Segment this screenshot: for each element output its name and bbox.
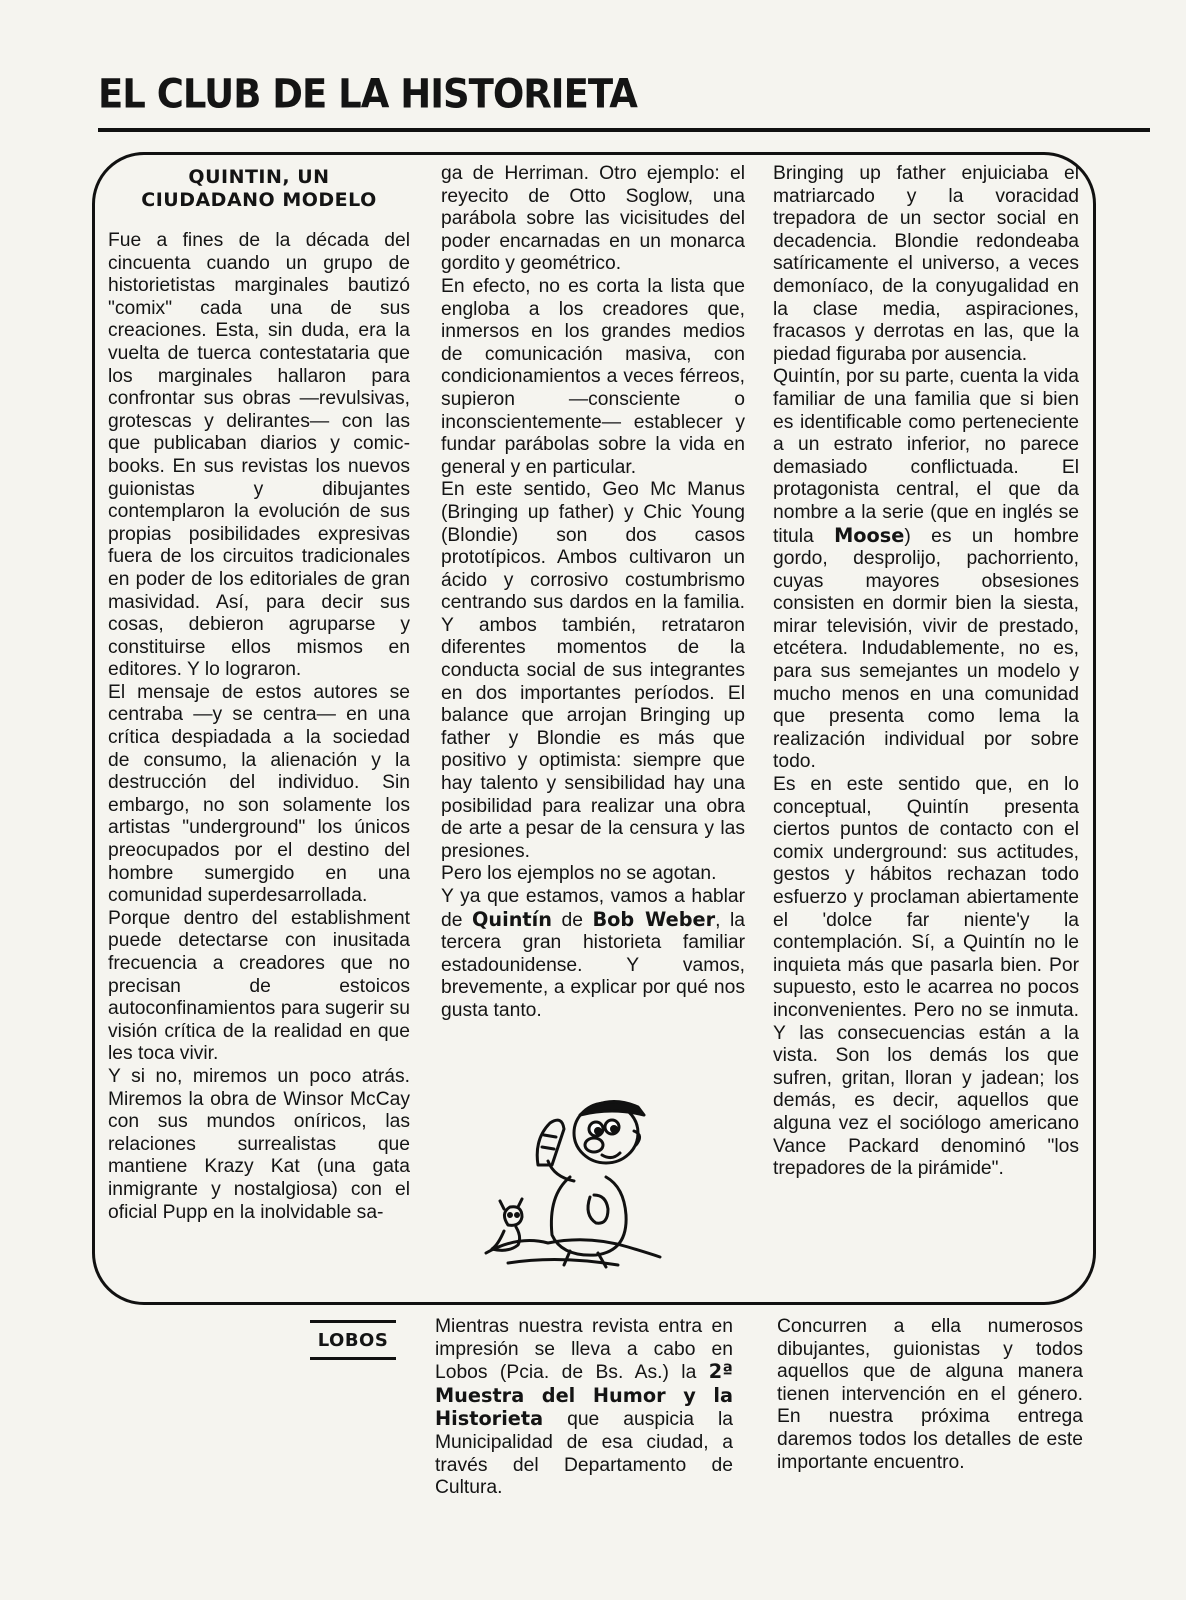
- paragraph: [441, 886, 745, 1023]
- divider: [310, 1357, 396, 1360]
- paragraph: [773, 366, 1079, 774]
- masthead-rule: [98, 128, 1150, 132]
- text-run: de: [551, 909, 593, 931]
- text-run: Y ya que estamos, vamos a hablar de: [441, 886, 745, 931]
- paragraph: Concurren a ella numerosos dibujantes, guionistas y todos aquellos que de alguna manera tienen intervención en el género. En nuestra próxima entrega daremos todos los detalles de este importante encuentro.: [777, 1316, 1083, 1473]
- text-run: , la tercera gran historieta familiar estadounidense. Y vamos, brevemente, a explicar por qué nos gusta tanto.: [441, 909, 745, 1021]
- paragraph: Es en este sentido que, en lo conceptual, Quintín presenta ciertos puntos de contacto con el comix underground: sus actitudes, gestos y hábitos rechazan todo esfuerzo y proclaman abiertamente el 'dolce far niente'y la contemplación. Sí, a Quintín no le inquieta más que pasarla bien. Por supuesto, esto le acarrea no pocos inconvenientes. Pero no se inmuta. Y las consecuencias están a la vista. Son los demás los que sufren, gritan, lloran y jadean; los demás, es decir, aquellos que alguna vez el sociólogo americano Vance Packard denominó "los trepadores de la pirámide".: [773, 774, 1079, 1180]
- lobos-column-2: [777, 1316, 1083, 1474]
- text-run: Quintín, por su parte, cuenta la vida familiar de una familia que si bien es identificable como perteneciente a un estrato inferior, no parece demasiado conflictuada. El protagonista central, el que da nombre a la serie (que en inglés se titula: [773, 366, 1079, 547]
- article-column-1: [108, 230, 410, 1224]
- text-run: que auspicia la Municipalidad de esa ciudad, a través del Departamento de Cultura.: [435, 1409, 733, 1499]
- lobos-title: LOBOS: [317, 1330, 389, 1351]
- paragraph: Bringing up father enjuiciaba el matriarcado y la voracidad trepadora de un sector social en decadencia. Blondie redondeaba satíricamente el universo, a veces demoníaco, de la conyugalidad en la clase media, aspiraciones, fracasos y derrotas en las, que la piedad figuraba por ausencia.: [773, 163, 1079, 365]
- quintin-cartoon-illustration: [478, 1085, 668, 1275]
- lobos-sidebar-heading: [310, 1320, 396, 1360]
- paragraph: En efecto, no es corta la lista que engloba a los creadores que, inmersos en los grandes medios de comunicación masiva, con condicionamientos a veces férreos, supieron —consciente o inconscientemente— establecer y fundar parábolas sobre la vida en general y en particular.: [441, 275, 745, 478]
- text-run: Mientras nuestra revista entra en impresión se lleva a cabo en Lobos (Pcia. de Bs. As.) la: [435, 1316, 733, 1384]
- article-column-2: [441, 163, 745, 1023]
- paragraph: Fue a fines de la década del cincuenta cuando un grupo de historietistas marginales bautizó "comix" cada una de sus creaciones. Esta, sin duda, era la vuelta de tuerca contestataria que los marginales hallaron para confrontar sus obras —revulsivas, grotescas y delirantes— con las que publicaban diarios y comic-books. En sus revistas los nuevos guionistas y dibujantes contemplaron la evolución de sus propias posibilidades expresivas fuera de los circuitos tradicionales en poder de los editoriales de gran masividad. Así, para decir sus cosas, debieron agruparse y constituirse ellos mismos en editores. Y lo lograron.: [108, 230, 410, 681]
- paragraph: Y si no, miremos un poco atrás. Miremos la obra de Winsor McCay con sus mundos oníricos, las relaciones surrealistas que mantiene Krazy Kat (una gata inmigrante y nostalgiosa) con el oficial Pupp en la inolvidable sa-: [108, 1065, 410, 1223]
- paragraph: ga de Herriman. Otro ejemplo: el reyecito de Otto Soglow, una parábola sobre las vicisitudes del poder encarnadas en un monarca gordito y geométrico.: [441, 163, 745, 275]
- paragraph: El mensaje de estos autores se centraba —y se centra— en una crítica despiadada a la sociedad de consumo, la alienación y la destrucción del individuo. Sin embargo, no son solamente los artistas "underground" los únicos preocupados por el destino del hombre sumergido en una comunidad superdesarrollada.: [108, 681, 410, 907]
- paragraph: En este sentido, Geo Mc Manus (Bringing up father) y Chic Young (Blondie) son dos casos prototípicos. Ambos cultivaron un ácido y corrosivo costumbrismo centrando sus dardos en la familia. Y ambos también, retrataron diferentes momentos de la conducta social de sus integrantes en dos importantes períodos. El balance que arrojan Bringing up father y Blondie es más que positivo y optimista: siempre que hay talento y sensibilidad hay una posibilidad para realizar una obra de arte a pesar de la censura y las presiones.: [441, 479, 745, 862]
- article-column-3: [773, 163, 1079, 1181]
- comic-title: Moose: [834, 523, 905, 547]
- comic-title: Quintín: [471, 907, 552, 931]
- event-title: 2ª Muestra del Humor y la Historieta: [435, 1360, 733, 1431]
- masthead-title: EL CLUB DE LA HISTORIETA: [98, 70, 637, 118]
- article-headline: QUINTIN, UN CIUDADANO MODELO: [141, 166, 377, 211]
- text-run: ) es un hombre gordo, desprolijo, pachorriento, cuyas mayores obsesiones consisten en dormir bien la siesta, mirar televisión, vivir de prestado, etcétera. Indudablemente, no es, para sus semejantes un modelo y mucho menos en una comunidad que presenta como lema la realización individual por sobre todo.: [773, 525, 1079, 773]
- lobos-column-1: [435, 1316, 733, 1500]
- paragraph: Pero los ejemplos no se agotan.: [441, 863, 717, 885]
- author-name: Bob Weber: [592, 907, 716, 931]
- paragraph: Porque dentro del establishment puede detectarse con inusitada frecuencia a creadores que no precisan de estoicos autoconfinamientos para sugerir su visión crítica de la realidad en que les toca vivir.: [108, 907, 410, 1065]
- paragraph: [435, 1316, 733, 1500]
